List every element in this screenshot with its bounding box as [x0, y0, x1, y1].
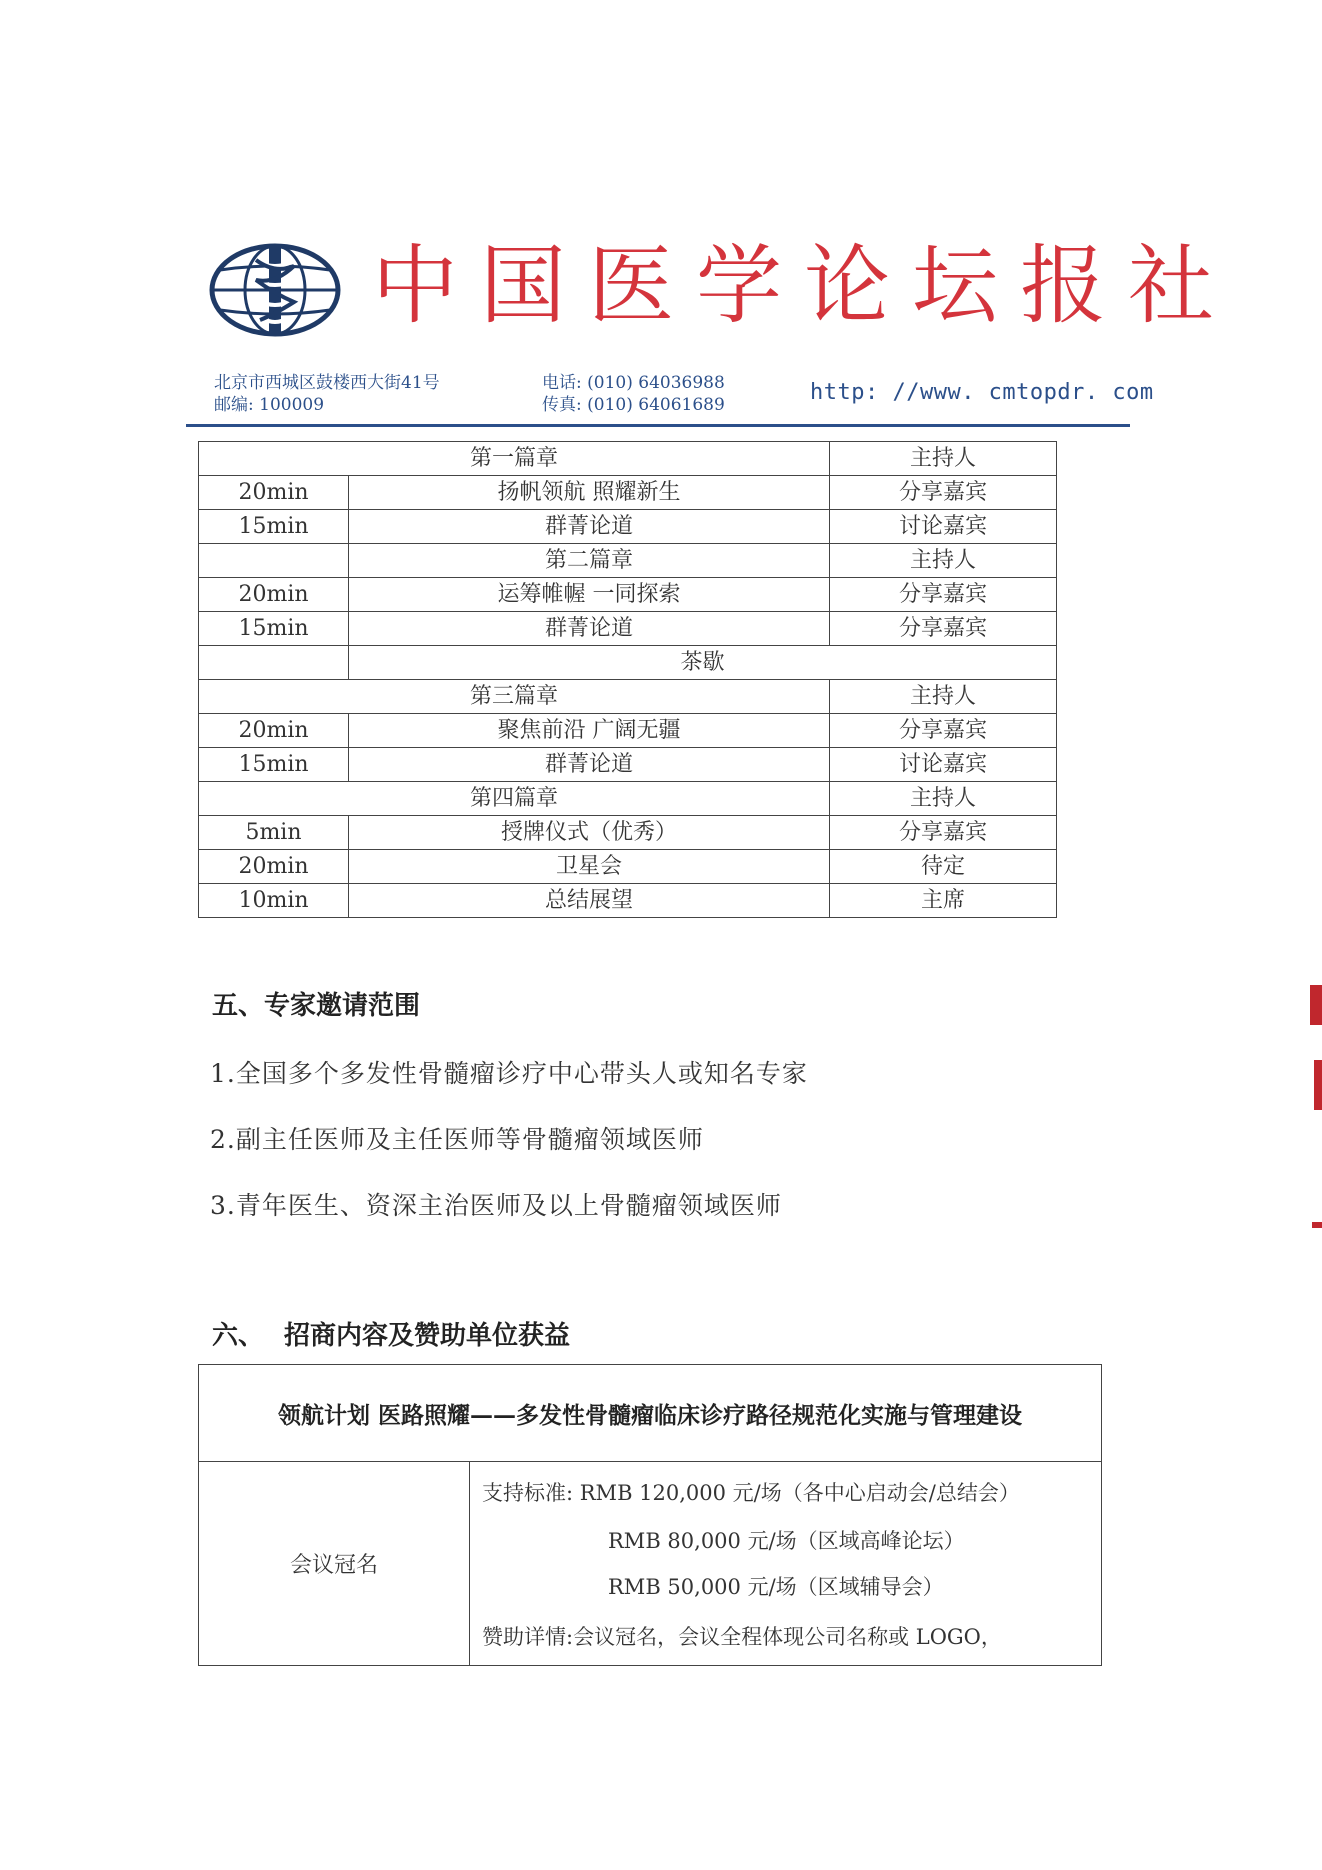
duration-cell: 20min: [199, 578, 349, 612]
session-title-cell: 卫星会: [349, 850, 830, 884]
session-title-cell: 运筹帷幄 一同探索: [349, 578, 830, 612]
session-title-cell: 扬帆领航 照耀新生: [349, 476, 830, 510]
duration-cell: 20min: [199, 476, 349, 510]
duration-cell: 5min: [199, 816, 349, 850]
section-6-heading: [212, 1315, 570, 1352]
postcode-text: 邮编: 100009: [214, 395, 325, 415]
schedule-row: [199, 476, 1057, 510]
schedule-row: [199, 646, 1057, 680]
schedule-row: [199, 782, 1057, 816]
sponsorship-details: [470, 1461, 1101, 1665]
chapter-title-cell: 第一篇章: [199, 442, 830, 476]
role-cell: 主持人: [830, 442, 1057, 476]
schedule-row: [199, 578, 1057, 612]
price-line-regional-coaching: RMB 50,000 元/场（区域辅导会）: [608, 1575, 944, 1599]
section-6-title: 招商内容及赞助单位获益: [284, 1321, 571, 1351]
schedule-row: [199, 850, 1057, 884]
schedule-row: [199, 816, 1057, 850]
globe-caduceus-icon: [208, 240, 342, 340]
session-title-cell: 聚焦前沿 广阔无疆: [349, 714, 830, 748]
role-cell: 分享嘉宾: [830, 816, 1057, 850]
role-cell: 主持人: [830, 544, 1057, 578]
schedule-row: [199, 510, 1057, 544]
sponsorship-table: [198, 1364, 1102, 1666]
duration-cell: 20min: [199, 850, 349, 884]
schedule-row: [199, 442, 1057, 476]
schedule-table: [198, 441, 1057, 918]
schedule-row: [199, 544, 1057, 578]
stamp-fragment: [1312, 1222, 1322, 1228]
duration-cell: 15min: [199, 510, 349, 544]
role-cell: 分享嘉宾: [830, 714, 1057, 748]
fax-text: 传真: (010) 64061689: [542, 395, 725, 415]
duration-cell: 15min: [199, 748, 349, 782]
role-cell: 待定: [830, 850, 1057, 884]
duration-cell: [199, 544, 349, 578]
role-cell: 讨论嘉宾: [830, 510, 1057, 544]
duration-cell: [199, 646, 349, 680]
session-title-cell: 总结展望: [349, 884, 830, 918]
sponsorship-table-title: 领航计划 医路照耀——多发性骨髓瘤临床诊疗路径规范化实施与管理建设: [199, 1365, 1101, 1462]
chapter-title-cell: 第三篇章: [199, 680, 830, 714]
role-cell: 分享嘉宾: [830, 612, 1057, 646]
chapter-title-cell: 第四篇章: [199, 782, 830, 816]
role-cell: 分享嘉宾: [830, 578, 1057, 612]
schedule-row: [199, 612, 1057, 646]
schedule-row: [199, 884, 1057, 918]
expert-item-1: 1.全国多个多发性骨髓瘤诊疗中心带头人或知名专家: [210, 1059, 808, 1088]
duration-cell: 15min: [199, 612, 349, 646]
support-standard-line: 支持标准: RMB 120,000 元/场（各中心启动会/总结会）: [482, 1481, 1020, 1505]
masthead-title: 中国医学论坛报社: [372, 236, 1236, 336]
letterhead-address-block: [214, 372, 440, 416]
section-6-number: 六、: [212, 1321, 265, 1351]
letterhead-divider: [186, 424, 1130, 427]
address-text: 北京市西城区鼓楼西大街41号: [214, 373, 440, 393]
duration-cell: 10min: [199, 884, 349, 918]
expert-item-2: 2.副主任医师及主任医师等骨髓瘤领域医师: [210, 1125, 704, 1154]
website-link[interactable]: http: //www. cmtopdr. com: [810, 380, 1154, 405]
session-title-cell: 授牌仪式（优秀）: [349, 816, 830, 850]
schedule-row: [199, 714, 1057, 748]
schedule-row: [199, 680, 1057, 714]
letterhead-phone-block: [542, 372, 725, 416]
sponsorship-item-name: 会议冠名: [199, 1461, 470, 1665]
phone-text: 电话: (010) 64036988: [542, 373, 725, 393]
sponsorship-details-line: 赞助详情:会议冠名，会议全程体现公司名称或 LOGO，: [482, 1625, 1002, 1649]
session-title-cell: 第二篇章: [349, 544, 830, 578]
role-cell: 主席: [830, 884, 1057, 918]
role-cell: 主持人: [830, 680, 1057, 714]
section-5-heading: 五、专家邀请范围: [212, 991, 421, 1021]
duration-cell: 20min: [199, 714, 349, 748]
stamp-fragment: [1314, 1060, 1322, 1110]
role-cell: 分享嘉宾: [830, 476, 1057, 510]
schedule-row: [199, 748, 1057, 782]
expert-item-3: 3.青年医生、资深主治医师及以上骨髓瘤领域医师: [210, 1191, 782, 1220]
stamp-fragment: [1310, 985, 1322, 1025]
session-title-cell: 群菁论道: [349, 510, 830, 544]
session-title-cell: 群菁论道: [349, 612, 830, 646]
price-line-regional-summit: RMB 80,000 元/场（区域高峰论坛）: [608, 1529, 965, 1553]
break-cell: 茶歇: [349, 646, 1057, 680]
role-cell: 讨论嘉宾: [830, 748, 1057, 782]
session-title-cell: 群菁论道: [349, 748, 830, 782]
role-cell: 主持人: [830, 782, 1057, 816]
